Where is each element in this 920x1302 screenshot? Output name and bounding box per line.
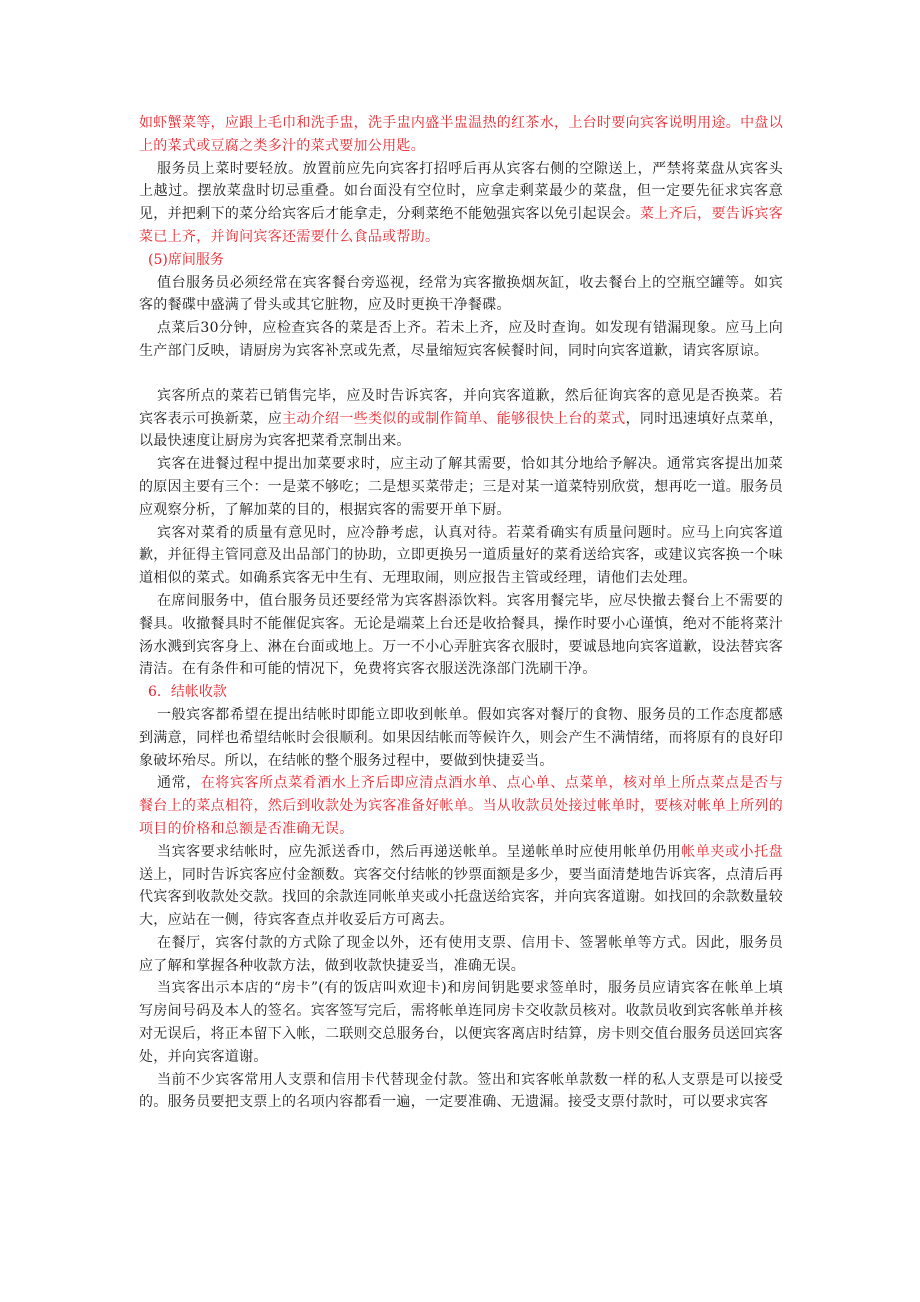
highlighted-text: 主动介绍一些类似的或制作简单、能够很快上台的菜式: [282, 410, 626, 427]
body-paragraph: [139, 772, 783, 840]
text-segment: ，同时迅速填好点菜单，以最快速度让厨房为宾客把菜肴烹制出来。: [139, 410, 783, 450]
text-segment: 点菜后30分钟，应检查宾各的菜是否上齐。若未上齐，应及时查询。如发现有错漏现象。应马上向生产部门反映，请厨房为宾客补烹或先煮，尽量缩短宾客候餐时间，同时向宾客道歉，请宾客原谅。: [139, 320, 783, 359]
body-paragraph: [139, 932, 783, 978]
body-paragraph: [139, 704, 783, 772]
document-body: [139, 112, 783, 1114]
paragraph-spacer: [139, 363, 783, 385]
text-segment: 宾客对菜肴的质量有意见时，应冷静考虑，认真对待。若菜肴确实有质量问题时。应马上向宾客道歉，并征得主管同意及出品部门的协助，立即更换另一道质量好的菜肴送给宾客，或建议宾客换一个味道相似的菜式。如确系宾客无中生有、无理取闹，则应报告主管或经理，请他们去处理。: [139, 524, 783, 587]
text-segment: 通常，: [157, 775, 201, 792]
text-segment: 值台服务员必须经常在宾客餐台旁巡视，经常为宾客撤换烟灰缸，收去餐台上的空瓶空罐等。如宾客的餐碟中盛满了骨头或其它脏物，应及时更换干净餐碟。: [139, 274, 783, 314]
body-paragraph: [139, 158, 783, 249]
body-paragraph: [139, 1069, 783, 1115]
text-segment: 宾客在进餐过程中提出加菜要求时，应主动了解其需要，恰如其分地给予解决。通常宾客提出加菜的原因主要有三个：一是菜不够吃；二是想买菜带走；三是对某一道菜特别欣赏，想再吃一道。服务员应观察分析，了解加菜的目的，根据宾客的需要开单下厨。: [139, 456, 783, 518]
body-paragraph: [139, 590, 783, 681]
body-paragraph: [139, 453, 783, 521]
text-segment: 宾客所点的菜若已销售完毕，应及时告诉宾客，并向宾客道歉，然后征询宾客的意见是否换菜。若宾客表示可换新菜，应: [139, 387, 783, 427]
text-segment: 在席间服务中，值台服务员还要经常为宾客斟添饮料。宾客用餐完毕，应尽快撤去餐台上不需要的餐具。收撤餐具时不能催促宾客。无论是端菜上台还是收拾餐具，操作时要小心谨慎，绝对不能将菜汁汤水溅到宾客身上、淋在台面或地上。万一不小心弄脏宾客衣服时，要诚恳地向宾客道歉，设法替宾客清洁。在有条件和可能的情况下，免费将宾客衣服送洗涤部门洗刷干净。: [139, 592, 783, 678]
highlighted-text: 如虾蟹菜等，应跟上毛巾和洗手盅，洗手盅内盛半盅温热的红茶水，上台时要向宾客说明用途。中盘以上的菜式或豆腐之类多汁的菜式要加公用匙。: [139, 115, 783, 154]
highlighted-text: 在将宾客所点菜肴酒水上齐后即应清点酒水单、点心单、点菜单，核对单上所点菜点是否与餐台上的菜点相符，然后到收款处为宾客准备好帐单。当从收款员处接过帐单时，要核对帐单上所列的项目的价格和总额是否准确无误。: [139, 775, 784, 837]
text-segment: 当宾客要求结帐时，应先派送香巾，然后再递送帐单。呈递帐单时应使用帐单仍用: [157, 843, 682, 860]
body-paragraph: [139, 841, 783, 932]
body-paragraph: [139, 317, 783, 363]
section-heading: 6．结帐收款: [148, 684, 227, 701]
highlighted-text: 菜上齐后，要告诉宾客菜已上齐，并询问宾客还需要什么食品或帮助。: [139, 206, 784, 245]
body-paragraph: [139, 522, 783, 590]
body-paragraph: [139, 385, 783, 453]
section-heading: (5)席间服务: [148, 251, 224, 268]
text-segment: 服务员上菜时要轻放。放置前应先向宾客打招呼后再从宾客右侧的空隙送上，严禁将菜盘从宾客头上越过。摆放菜盘时切忌重叠。如台面没有空位时，应拿走剩菜最少的菜盘，但一定要先征求宾客意见，并把剩下的菜分给宾客后才能拿走，分剩菜绝不能勉强宾客以免引起误会。: [139, 160, 783, 223]
body-paragraph: [139, 112, 783, 158]
body-paragraph: [139, 977, 783, 1068]
text-segment: 送上，同时告诉宾客应付金额数。宾客交付结帐的钞票面额是多少，要当面清楚地告诉宾客，点清后再代宾客到收款处交款。找回的余款连同帐单夹或小托盘送给宾客，并向宾客道谢。如找回的余款数量较大，应站在一侧，待宾客查点并收妥后方可离去。: [139, 866, 783, 929]
text-segment: 当宾客出示本店的“房卡”(有的饭店叫欢迎卡)和房间钥匙要求签单时，服务员应请宾客在帐单上填写房间号码及本人的签名。宾客签写完后，需将帐单连同房卡交收款员核对。收款员收到宾客帐单并核对无误后，将正本留下入帐，二联则交总服务台，以便宾客离店时结算，房卡则交值台服务员送回宾客处，并向宾客道谢。: [139, 980, 783, 1065]
text-segment: 一般宾客都希望在提出结帐时即能立即收到帐单。假如宾客对餐厅的食物、服务员的工作态度都感到满意，同样也希望结帐时会很顺利。如果因结帐而等候许久，则会产生不满情绪，而将原有的良好印象破坏殆尽。所以，在结帐的整个服务过程中，要做到快捷妥当。: [139, 706, 783, 769]
text-segment: 在餐厅，宾客付款的方式除了现金以外，还有使用支票、信用卡、签署帐单等方式。因此，服务员应了解和掌握各种收款方法，做到收款快捷妥当，准确无误。: [139, 934, 783, 974]
body-paragraph: [139, 272, 783, 318]
highlighted-text: 帐单夹或小托盘: [681, 843, 783, 860]
text-segment: 当前不少宾客常用人支票和信用卡代替现金付款。签出和宾客帐单款数一样的私人支票是可以接受的。服务员要把支票上的名项内容都看一遍，一定要准确、无遗漏。接受支票付款时，可以要求宾客: [139, 1071, 783, 1111]
